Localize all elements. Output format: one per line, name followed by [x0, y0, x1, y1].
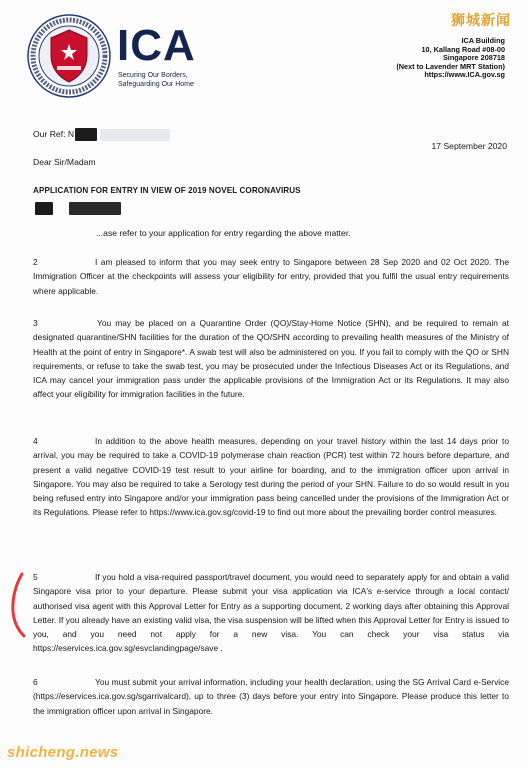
address-link[interactable]: https://www.ICA.gov.sg [424, 70, 505, 80]
address-line: ICA Building [461, 36, 505, 45]
paragraph-number: 2 [33, 257, 38, 267]
paragraph-5 [33, 570, 509, 656]
subject-line: APPLICATION FOR ENTRY IN VIEW OF 2019 NOVEL CORONAVIRUS [33, 186, 301, 195]
paragraph-text: You may be placed on a Quarantine Order (QO)/Stay-Home Notice (SHN), and be required to remain at designated quarantine/SHN facilities for the duration of the QO/SHN according to prevailing health measures of the Ministry of Health at the point of entry in Singapore*. A swab test will also be administered on you. If you fail to comply with the QO or SHN requirements, or refuse to take the swab test, you may be prosecuted under the Infectious Diseases Act or its Regulations, and ICA may cancel your immigration pass under the applicable provisions of the Immigration Act or its Regulations. It may also affect your eligibility for immigration facilities in the future. [33, 318, 509, 400]
paragraph-text: You must submit your arrival information, including your health declaration, using the SG Arrival Card e-Service (https://eservices.ica.gov.sg/sgarrivalcard), up to three (3) days before your entry into Singapore. Please produce this letter to the immigration officer upon arrival in Singapore. [33, 677, 509, 716]
intro-line: ...ase refer to your application for entry regarding the above matter. [96, 228, 351, 238]
letter-date: 17 September 2020 [431, 141, 507, 151]
paragraph-4 [33, 434, 509, 520]
ica-logo: ICA [117, 21, 196, 70]
paragraph-text: In addition to the above health measures, depending on your travel history within the last 14 days prior to arrival, you may be required to take a COVID-19 polymerase chain reaction (PCR) test within 72 hours before departure, and present a valid negative COVID-19 test result to your airline for boarding, and to the immigration officer upon arrival in Singapore. You may also be required to take a Serology test during the period of your SHN. Failure to do so would result in you being refused entry into Singapore and/or your immigration pass being cancelled under the provisions of the Immigration Act or its Regulations. Please refer to https://www.ica.gov.sg/covid-19 to find out more about the prevailing border control measures. [33, 436, 509, 518]
our-ref [33, 128, 170, 141]
redacted-name [35, 200, 121, 218]
salutation: Dear Sir/Madam [33, 157, 96, 167]
redaction-block [35, 202, 53, 215]
paragraph-text: If you hold a visa-required passport/travel document, you would need to separately apply for and obtain a valid Singapore visa prior to your departure. Please submit your visa application via ICA's e-service through a local contact/ authorised visa agent with this Approval Letter for Entry as a supporting document, 2 working days after obtaining this Approval Letter. If you already have an existing valid visa, the visa suspension will be lifted when this Approval Letter for Entry is issued to you, and you need not apply for a new visa. You can check your visa status via https://eservices.ica.gov.sg/esvclandingpage/save . [33, 572, 509, 654]
tagline-line-2: Safeguarding Our Home [118, 81, 194, 88]
tagline [118, 71, 194, 89]
tagline-line-1: Securing Our Borders, [118, 72, 188, 79]
paragraph-number: 3 [33, 318, 38, 328]
blurred-ref [100, 129, 170, 141]
redaction-block [69, 202, 121, 215]
office-address [396, 37, 505, 80]
redaction-block [75, 128, 97, 141]
paragraph-text: I am pleased to inform that you may seek entry to Singapore between 28 Sep 2020 and 02 Oct 2020. The Immigration Officer at the checkpoints will assess your eligibility for entry, provided that you fulfil the usual entry requirements where applicable. [33, 257, 509, 296]
our-ref-label: Our Ref: N [33, 128, 75, 139]
watermark-top: 狮城新闻 [451, 12, 511, 28]
red-pen-mark [6, 572, 28, 638]
ica-seal-icon [27, 14, 111, 98]
paragraph-6 [33, 675, 509, 718]
paragraph-number: 6 [33, 677, 38, 687]
paragraph-number: 5 [33, 572, 38, 582]
address-line: Singapore 208718 [442, 53, 505, 63]
paragraph-2 [33, 255, 509, 298]
watermark-bottom: shicheng.news [7, 744, 119, 761]
address-line: 10, Kallang Road #08-00 [421, 44, 505, 54]
address-line: (Next to Lavender MRT Station) [396, 61, 505, 71]
paragraph-number: 4 [33, 436, 38, 446]
paragraph-3 [33, 316, 509, 402]
